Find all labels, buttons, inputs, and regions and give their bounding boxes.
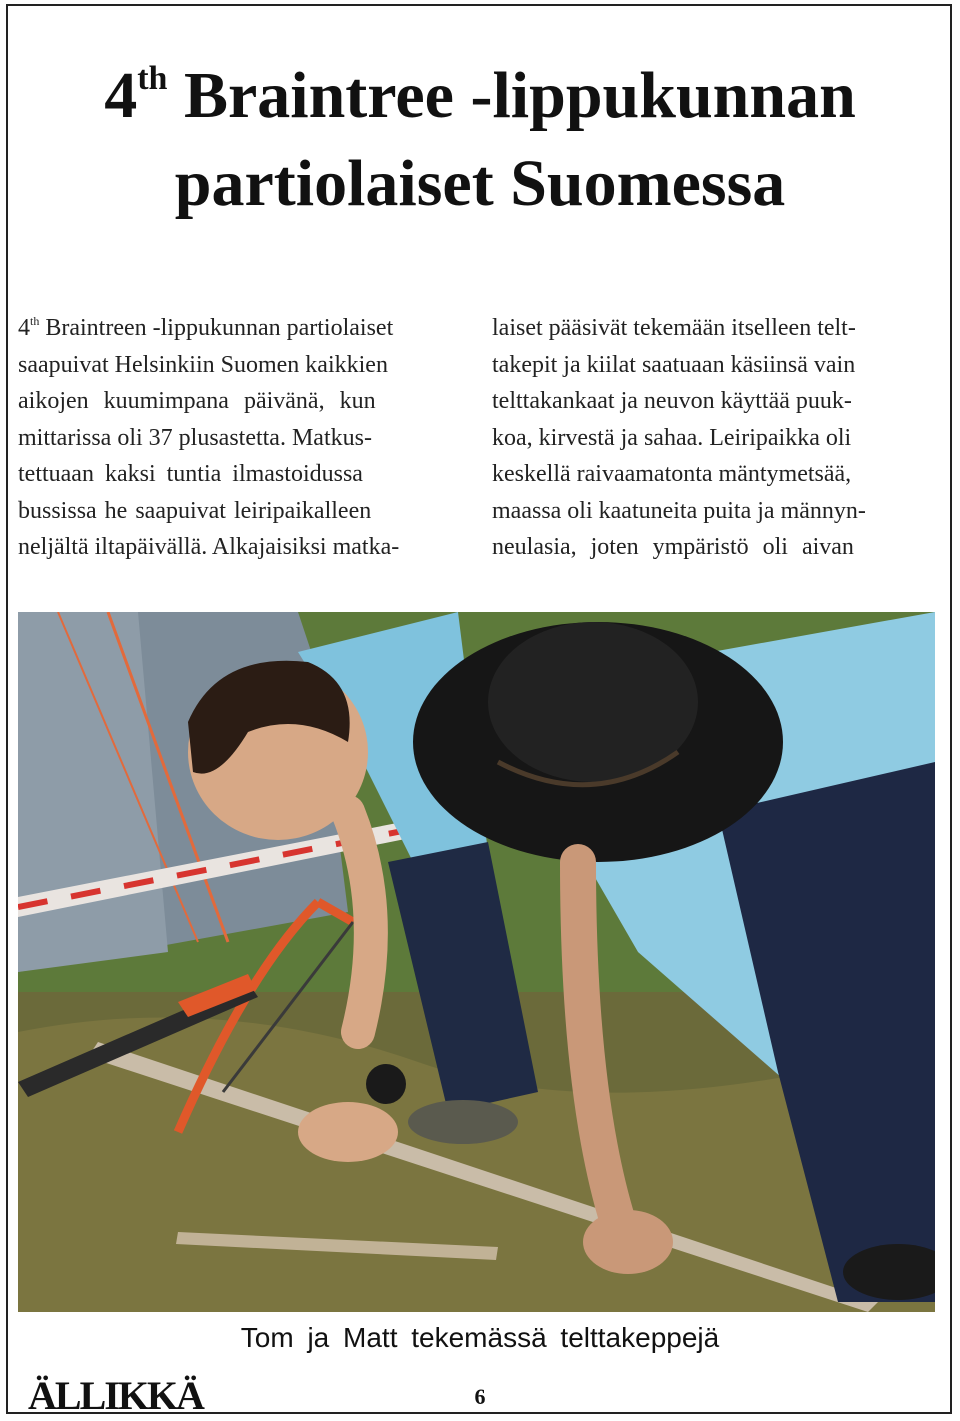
text-line: neljältä iltapäivällä. Alkajaisiksi matka- (18, 534, 400, 560)
photo-caption: Tom ja Matt tekemässä telttakeppejä (240, 1322, 720, 1353)
text-line-content: Braintreen -lippukunnan partiolaiset (39, 315, 394, 341)
page-number: 6 (474, 1384, 486, 1409)
ordinal-suffix: th (30, 314, 40, 328)
text-line: laiset pääsivät tekemään itselleen telt- (492, 315, 856, 341)
headline-line-1 (0, 52, 960, 140)
headline-text-1: Braintree -lippukunnan (167, 59, 856, 132)
text-line: koa, kirvestä ja sahaa. Leiripaikka oli (492, 424, 852, 451)
text-line: mittarissa oli 37 plusastetta. Matkus- (18, 424, 372, 451)
ordinal-number: 4 (18, 315, 30, 341)
headline-line-2: partiolaiset Suomessa (174, 147, 786, 220)
article-photo (18, 612, 935, 1312)
magazine-logo: ÄLLIKKÄ (28, 1373, 203, 1418)
text-line: telttakankaat ja neuvon käyttää puuk- (492, 388, 852, 414)
text-line (18, 310, 463, 347)
text-line: keskellä raivaamatonta mäntymetsää, (492, 461, 852, 487)
text-line: maassa oli kaatuneita puita ja männyn- (492, 497, 866, 524)
headline-number: 4 (104, 59, 138, 132)
text-line: tettuaan kaksi tuntia ilmastoidussa (18, 461, 363, 487)
article-column-right (492, 310, 937, 566)
text-line: bussissa he saapuivat leiripaikalleen (18, 497, 372, 524)
text-line: saapuivat Helsinkiin Suomen kaikkien (18, 351, 388, 378)
text-line: neulasia, joten ympäristö oli aivan (492, 534, 854, 560)
text-line: aikojen kuumimpana päivänä, kun (18, 388, 376, 414)
headline-ordinal: th (137, 60, 168, 97)
text-line: takepit ja kiilat saatuaan käsiinsä vain (492, 351, 856, 378)
article-column-left (18, 310, 463, 566)
